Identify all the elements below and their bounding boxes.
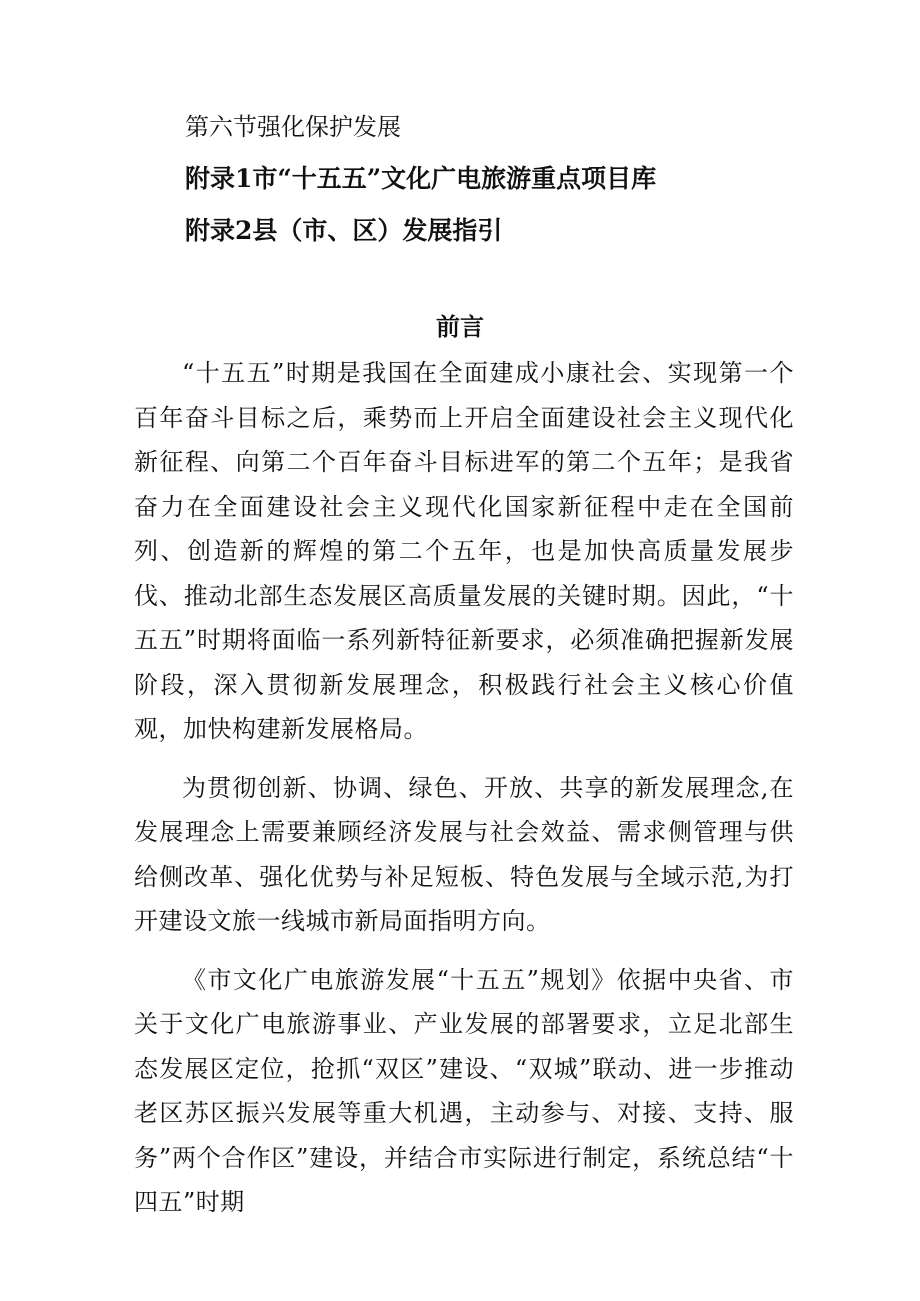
table-of-contents [185,112,825,268]
preface-title: 前言 [436,312,484,341]
preface-paragraph-2: 为贯彻创新、协调、绿色、开放、共享的新发展理念,在发展理念上需要兼顾经济发展与社会效益、需求侧管理与供给侧改革、强化优势与补足短板、特色发展与全域示范,为打开建设文旅一线城市新局面指明方向。 [134,773,794,935]
preface-paragraph-1: “十五五”时期是我国在全面建成小康社会、实现第一个百年奋斗目标之后，乘势而上开启全面建设社会主义现代化新征程、向第二个百年奋斗目标进军的第二个五年；是我省奋力在全面建设社会主义现代化国家新征程中走在全国前列、创造新的辉煌的第二个五年，也是加快高质量发展步伐、推动北部生态发展区高质量发展的关键时期。因此，“十五五”时期将面临一系列新特征新要求，必须准确把握新发展阶段，深入贯彻新发展理念，积极践行社会主义核心价值观，加快构建新发展格局。 [134,359,794,743]
preface-paragraph-3: 《市文化广电旅游发展“十五五”规划》依据中央省、市关于文化广电旅游事业、产业发展的部署要求，立足北部生态发展区定位，抢抓“双区”建设、“双城”联动、进一步推动老区苏区振兴发展等重大机遇，主动参与、对接、支持、服务”两个合作区”建设，并结合市实际进行制定，系统总结“十四五”时期 [134,965,794,1216]
toc-section-6: 第六节强化保护发展 [185,113,401,141]
toc-appendix-2: 附录2县（市、区）发展指引 [185,216,503,245]
toc-appendix-1: 附录1市“十五五”文化广电旅游重点项目库 [185,164,657,193]
preface-body [134,351,794,1239]
